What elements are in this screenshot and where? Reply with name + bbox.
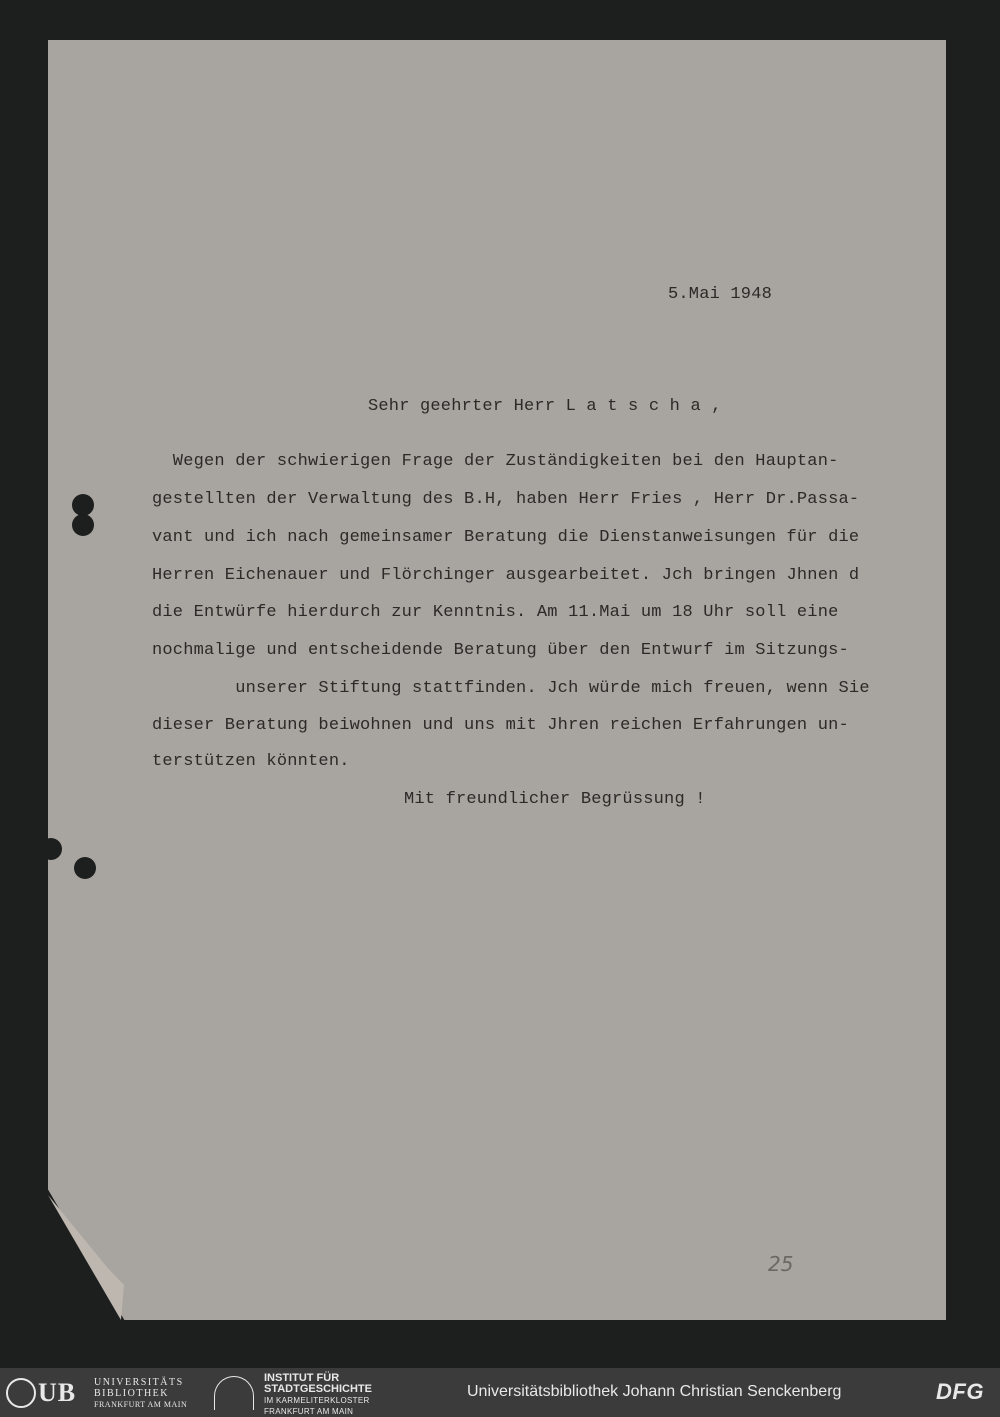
isg-line4: FRANKFURT AM MAIN	[264, 1407, 354, 1416]
ub-line1: UNIVERSITÄTS	[94, 1377, 184, 1388]
body-line: unserer Stiftung stattfinden. Jch würde mich freuen, wenn Sie	[152, 679, 870, 698]
pencil-page-number: 25	[768, 1252, 794, 1276]
dfg-logo[interactable]: DFG	[936, 1379, 984, 1404]
body-line: vant und ich nach gemeinsamer Beratung die Dienstanweisungen für die	[152, 528, 860, 547]
punch-hole	[72, 494, 94, 516]
body-line: gestellten der Verwaltung des B.H, haben Herr Fries , Herr Dr.Passa-	[152, 490, 860, 509]
body-line: die Entwürfe hierdurch zur Kenntnis. Am 11.Mai um 18 Uhr soll eine	[152, 603, 839, 622]
footer-bar	[0, 1368, 1000, 1417]
body-line: dieser Beratung beiwohnen und uns mit Jhren reichen Erfahrungen un-	[152, 716, 849, 735]
ub-line2: BIBLIOTHEK	[94, 1388, 169, 1399]
body-line: Wegen der schwierigen Frage der Zuständigkeiten bei den Hauptan-	[152, 452, 839, 471]
ub-logo[interactable]	[6, 1374, 196, 1412]
letter-salutation: Sehr geehrter Herr L a t s c h a ,	[368, 397, 722, 416]
isg-logo-text[interactable]	[264, 1373, 372, 1417]
punch-hole	[72, 514, 94, 536]
isg-line2: STADTGESCHICHTE	[264, 1383, 372, 1395]
isg-line1: INSTITUT FÜR	[264, 1372, 340, 1384]
arch-logo-icon	[214, 1376, 254, 1410]
library-name[interactable]: Universitätsbibliothek Johann Christian Senckenberg	[467, 1383, 842, 1400]
body-line: terstützen könnten.	[152, 752, 350, 771]
body-line: Herren Eichenauer und Flörchinger ausgearbeitet. Jch bringen Jhnen d	[152, 566, 860, 585]
punch-hole	[74, 857, 96, 879]
portrait-seal-icon	[6, 1378, 36, 1408]
ub-text	[94, 1377, 187, 1410]
body-line: nochmalige und entscheidende Beratung über den Entwurf im Sitzungs-	[152, 641, 849, 660]
isg-line3: IM KARMELITERKLOSTER	[264, 1396, 370, 1405]
letter-date: 5.Mai 1948	[668, 285, 773, 304]
ub-line3: FRANKFURT AM MAIN	[94, 1400, 188, 1409]
ub-letters: UB	[38, 1378, 77, 1407]
punch-hole	[40, 838, 62, 860]
letter-closing: Mit freundlicher Begrüssung !	[404, 790, 706, 809]
